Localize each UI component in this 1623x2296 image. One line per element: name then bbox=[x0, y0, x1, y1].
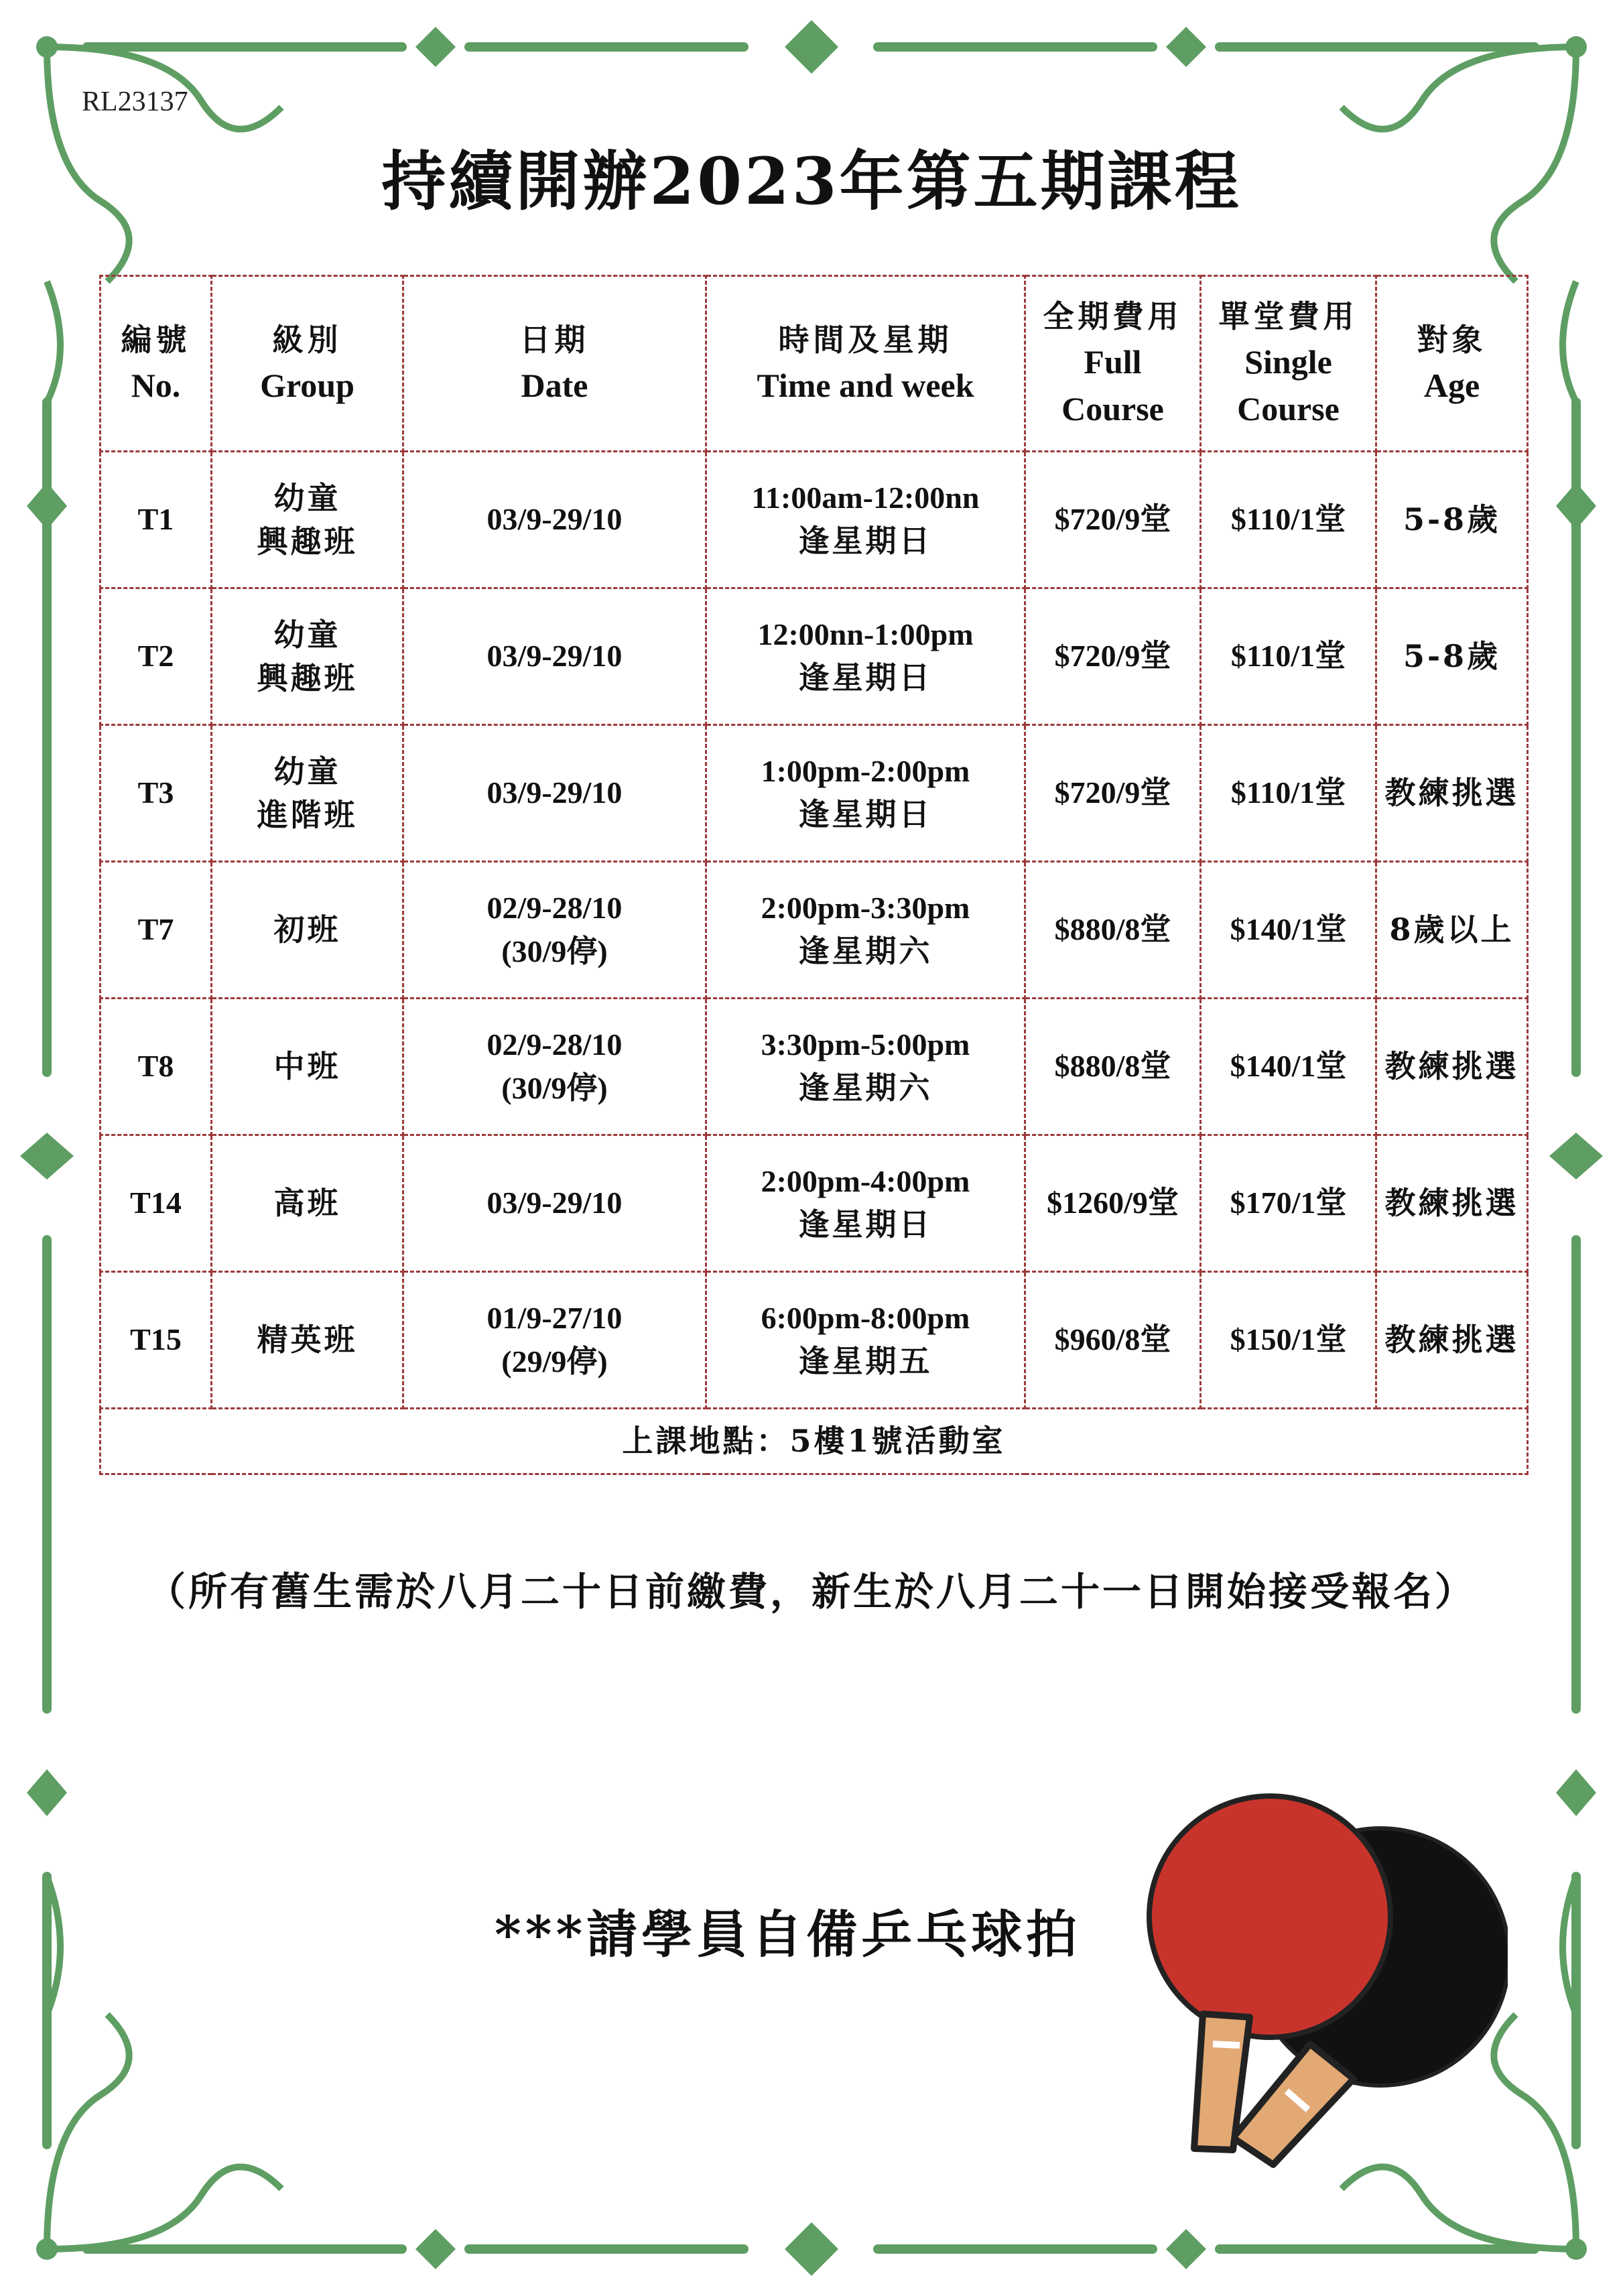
course-single-fee: $110/1堂 bbox=[1201, 725, 1376, 862]
course-time-line: 6:00pm-8:00pm bbox=[761, 1301, 970, 1336]
course-full-fee: $720/9堂 bbox=[1025, 588, 1201, 725]
course-full-fee: $880/8堂 bbox=[1025, 862, 1201, 999]
course-single-fee: $140/1堂 bbox=[1201, 999, 1376, 1135]
header-code-zh: 編號 bbox=[121, 322, 191, 359]
course-age: 8歲以上 bbox=[1376, 862, 1528, 999]
course-group-line: 興趣班 bbox=[257, 523, 358, 560]
course-code: T3 bbox=[101, 725, 212, 862]
course-date bbox=[403, 725, 706, 862]
course-date-line: 01/9-27/10 bbox=[486, 1301, 623, 1336]
course-age: 5-8歲 bbox=[1376, 452, 1528, 588]
course-day-line: 逢星期五 bbox=[798, 1344, 933, 1379]
table-row bbox=[101, 999, 1528, 1135]
course-single-fee: $150/1堂 bbox=[1201, 1272, 1376, 1409]
course-time-line: 3:30pm-5:00pm bbox=[761, 1027, 970, 1062]
table-row bbox=[101, 725, 1528, 862]
header-full-en-1: Full bbox=[1084, 342, 1142, 381]
course-full-fee: $1260/9堂 bbox=[1025, 1135, 1201, 1272]
table-row bbox=[101, 1272, 1528, 1409]
course-age: 教練挑選 bbox=[1376, 725, 1528, 862]
course-date-line: 03/9-29/10 bbox=[486, 775, 623, 810]
course-code: T7 bbox=[101, 862, 212, 999]
course-date-line: 02/9-28/10 bbox=[486, 1027, 623, 1062]
course-group-line: 進階班 bbox=[257, 796, 358, 833]
course-code: T2 bbox=[101, 588, 212, 725]
header-time-en: Time and week bbox=[757, 366, 974, 404]
table-row bbox=[101, 452, 1528, 588]
registration-note: （所有舊生需於八月二十日前繳費，新生於八月二十一日開始接受報名） bbox=[146, 1569, 1476, 1614]
course-single-fee: $110/1堂 bbox=[1201, 452, 1376, 588]
course-date-note: (30/9停) bbox=[501, 934, 608, 968]
course-time-line: 1:00pm-2:00pm bbox=[761, 754, 970, 789]
course-age: 教練挑選 bbox=[1376, 1272, 1528, 1409]
header-single-zh: 單堂費用 bbox=[1218, 298, 1358, 335]
course-date-line: 02/9-28/10 bbox=[486, 891, 623, 926]
course-full-fee: $880/8堂 bbox=[1025, 999, 1201, 1135]
header-time bbox=[706, 276, 1025, 452]
course-time bbox=[706, 999, 1025, 1135]
course-code: T15 bbox=[101, 1272, 212, 1409]
course-group-line: 興趣班 bbox=[257, 659, 358, 696]
table-tennis-paddles-icon bbox=[1132, 1776, 1508, 2178]
course-table bbox=[99, 275, 1529, 1475]
header-full-course bbox=[1025, 276, 1201, 452]
course-single-fee: $110/1堂 bbox=[1201, 588, 1376, 725]
course-date bbox=[403, 1135, 706, 1272]
header-group-en: Group bbox=[260, 366, 354, 404]
course-date-line: 03/9-29/10 bbox=[486, 639, 623, 674]
course-time-line: 12:00nn-1:00pm bbox=[757, 617, 974, 652]
course-code: T14 bbox=[101, 1135, 212, 1272]
course-date-line: 03/9-29/10 bbox=[486, 1186, 623, 1220]
header-group-zh: 級別 bbox=[272, 322, 342, 359]
course-single-fee: $170/1堂 bbox=[1201, 1135, 1376, 1272]
course-age: 教練挑選 bbox=[1376, 1135, 1528, 1272]
header-code bbox=[101, 276, 212, 452]
course-day-line: 逢星期日 bbox=[798, 660, 933, 695]
table-row bbox=[101, 1135, 1528, 1272]
course-age: 5-8歲 bbox=[1376, 588, 1528, 725]
course-group-line: 精英班 bbox=[257, 1322, 358, 1358]
course-group-line: 幼童 bbox=[273, 617, 341, 653]
header-full-en-2: Course bbox=[1061, 389, 1164, 428]
course-group-line: 中班 bbox=[273, 1048, 341, 1085]
document-code: RL23137 bbox=[82, 86, 188, 117]
course-day-line: 逢星期六 bbox=[798, 1070, 933, 1105]
header-full-zh: 全期費用 bbox=[1043, 298, 1183, 335]
course-date-line: 03/9-29/10 bbox=[486, 502, 623, 537]
header-date-en: Date bbox=[521, 366, 588, 404]
course-full-fee: $960/8堂 bbox=[1025, 1272, 1201, 1409]
course-time bbox=[706, 588, 1025, 725]
course-full-fee: $720/9堂 bbox=[1025, 452, 1201, 588]
course-day-line: 逢星期日 bbox=[798, 797, 933, 832]
bring-paddle-reminder: ***請學員自備乒乓球拍 bbox=[495, 1905, 1082, 1964]
header-single-course bbox=[1201, 276, 1376, 452]
course-group-line: 高班 bbox=[273, 1185, 341, 1222]
course-date-note: (29/9停) bbox=[501, 1344, 608, 1379]
course-group bbox=[212, 452, 403, 588]
course-date bbox=[403, 999, 706, 1135]
course-group-line: 初班 bbox=[273, 911, 341, 948]
course-time-line: 2:00pm-3:30pm bbox=[761, 891, 970, 926]
course-group bbox=[212, 1272, 403, 1409]
course-date bbox=[403, 1272, 706, 1409]
header-date bbox=[403, 276, 706, 452]
header-age-zh: 對象 bbox=[1417, 322, 1487, 359]
course-time bbox=[706, 862, 1025, 999]
header-age-en: Age bbox=[1423, 366, 1480, 404]
course-group-line: 幼童 bbox=[273, 753, 341, 790]
course-group bbox=[212, 725, 403, 862]
course-time bbox=[706, 452, 1025, 588]
header-age bbox=[1376, 276, 1528, 452]
course-time bbox=[706, 725, 1025, 862]
header-code-en: No. bbox=[131, 366, 181, 404]
course-day-line: 逢星期日 bbox=[798, 1207, 933, 1242]
course-day-line: 逢星期日 bbox=[798, 523, 933, 558]
course-date bbox=[403, 588, 706, 725]
course-full-fee: $720/9堂 bbox=[1025, 725, 1201, 862]
course-date-note: (30/9停) bbox=[501, 1070, 608, 1105]
page-title: 持續開辦2023年第五期課程 bbox=[381, 143, 1242, 219]
course-date bbox=[403, 452, 706, 588]
course-group bbox=[212, 1135, 403, 1272]
course-group-line: 幼童 bbox=[273, 480, 341, 517]
header-group bbox=[212, 276, 403, 452]
course-time-line: 2:00pm-4:00pm bbox=[761, 1164, 970, 1199]
header-date-zh: 日期 bbox=[519, 322, 590, 359]
course-single-fee: $140/1堂 bbox=[1201, 862, 1376, 999]
course-date bbox=[403, 862, 706, 999]
course-group bbox=[212, 588, 403, 725]
course-age: 教練挑選 bbox=[1376, 999, 1528, 1135]
course-time bbox=[706, 1272, 1025, 1409]
table-row bbox=[101, 588, 1528, 725]
course-code: T8 bbox=[101, 999, 212, 1135]
course-group bbox=[212, 862, 403, 999]
header-single-en-2: Course bbox=[1237, 389, 1340, 428]
table-header-row bbox=[101, 276, 1528, 452]
course-code: T1 bbox=[101, 452, 212, 588]
course-time bbox=[706, 1135, 1025, 1272]
header-single-en-1: Single bbox=[1244, 342, 1332, 381]
course-day-line: 逢星期六 bbox=[798, 934, 933, 968]
course-group bbox=[212, 999, 403, 1135]
location-row bbox=[101, 1409, 1528, 1474]
course-time-line: 11:00am-12:00nn bbox=[751, 481, 980, 515]
table-row bbox=[101, 862, 1528, 999]
class-location: 上課地點：5樓1號活動室 bbox=[101, 1409, 1528, 1474]
header-time-zh: 時間及星期 bbox=[778, 322, 953, 359]
